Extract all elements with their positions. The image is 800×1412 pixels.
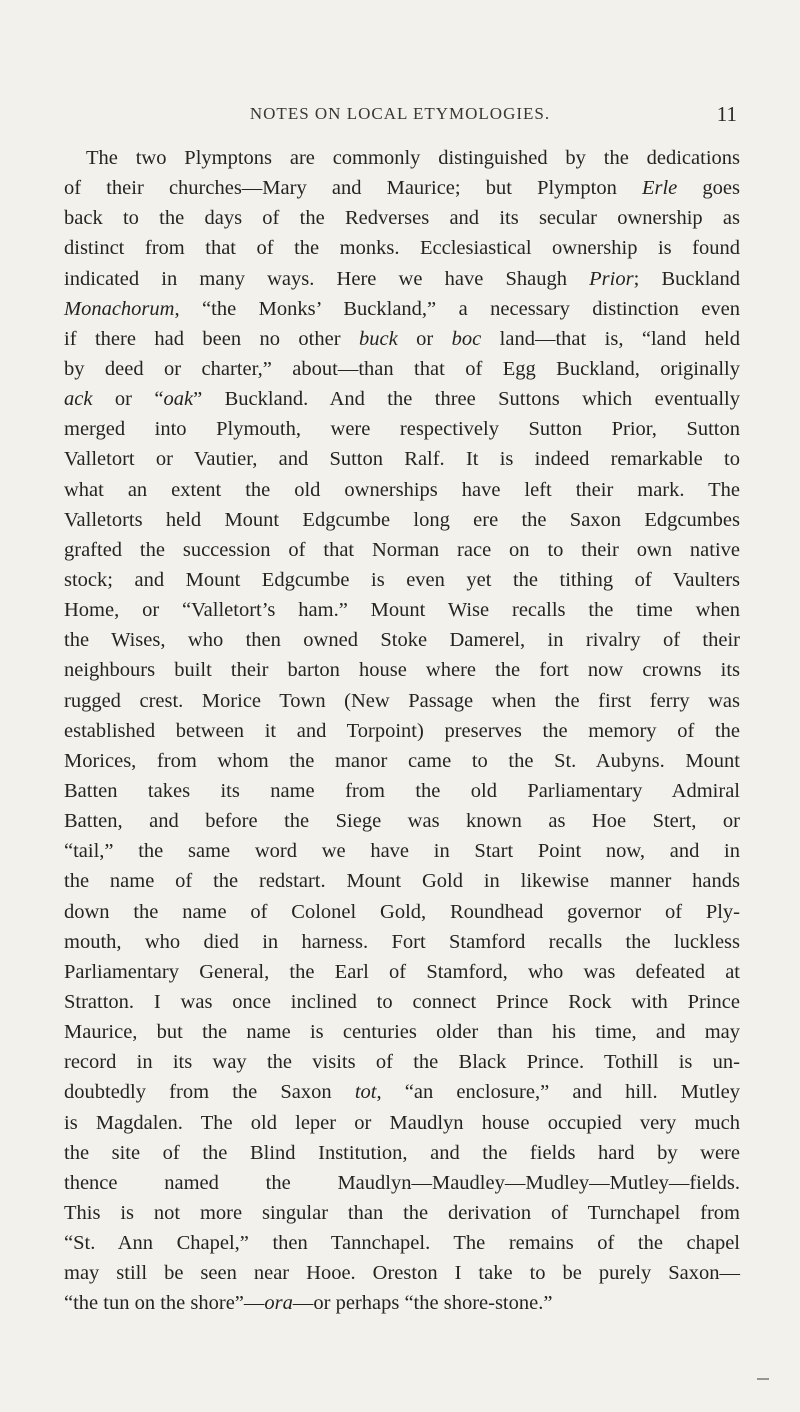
text-run: “tail,” the same word we have in Start Point now, and in bbox=[64, 840, 740, 863]
text-run: This is not more singular than the derivation of Turnchapel from bbox=[64, 1201, 740, 1224]
text-run: is Magdalen. The old leper or Maudlyn house occupied very much bbox=[64, 1111, 740, 1134]
text-run: grafted the succession of that Norman race on to their own native bbox=[64, 538, 740, 561]
page-number: 11 bbox=[716, 102, 737, 126]
text-run: ; Buckland bbox=[633, 267, 741, 290]
text-line bbox=[64, 1047, 740, 1077]
text-run: goes bbox=[677, 177, 740, 200]
text-line bbox=[64, 957, 740, 987]
text-line bbox=[64, 233, 740, 263]
text-line bbox=[64, 866, 740, 896]
text-run: Batten, and before the Siege was known as Hoe Stert, or bbox=[64, 810, 740, 833]
italic-term: oak bbox=[163, 388, 194, 411]
text-line bbox=[64, 294, 740, 324]
italic-term: buck bbox=[359, 327, 398, 350]
text-run: ” Buckland. And the three Suttons which eventually bbox=[193, 388, 740, 411]
text-run: may still be seen near Hooe. Oreston I take to be purely Saxon— bbox=[64, 1262, 740, 1285]
text-run: Valletorts held Mount Edgcumbe long ere the Saxon Edgcumbes bbox=[64, 508, 740, 531]
text-run: The two Plymptons are commonly distinguished by the dedications bbox=[86, 147, 740, 169]
text-line bbox=[64, 595, 740, 625]
text-line bbox=[64, 1077, 740, 1107]
text-run: what an extent the old ownerships have left their mark. The bbox=[64, 478, 740, 501]
text-run: Maurice, but the name is centuries older than his time, and may bbox=[64, 1021, 740, 1044]
body-text bbox=[64, 143, 740, 1318]
text-run: distinct from that of the monks. Ecclesiastical ownership is found bbox=[64, 237, 740, 260]
text-line bbox=[64, 1288, 740, 1318]
italic-term: Monachorum bbox=[64, 297, 175, 320]
text-line bbox=[64, 203, 740, 233]
text-run: Parliamentary General, the Earl of Stamford, who was defeated at bbox=[64, 960, 740, 983]
text-line bbox=[64, 1258, 740, 1288]
text-line bbox=[64, 535, 740, 565]
text-line bbox=[64, 414, 740, 444]
text-line bbox=[64, 475, 740, 505]
italic-term: ora bbox=[264, 1292, 293, 1315]
text-run: back to the days of the Redverses and its secular ownership as bbox=[64, 207, 740, 230]
text-run: the site of the Blind Institution, and the fields hard by were bbox=[64, 1141, 740, 1164]
text-line bbox=[64, 143, 740, 173]
text-line bbox=[64, 1108, 740, 1138]
footer-dash bbox=[757, 1378, 769, 1380]
text-run: or bbox=[397, 327, 452, 350]
text-run: thence named the Maudlyn—Maudley—Mudley—Mutley—fields. bbox=[64, 1171, 740, 1194]
text-line bbox=[64, 444, 740, 474]
text-line bbox=[64, 354, 740, 384]
text-line bbox=[64, 686, 740, 716]
text-run: indicated in many ways. Here we have Shaugh bbox=[64, 267, 590, 290]
text-line bbox=[64, 806, 740, 836]
page-header bbox=[0, 104, 800, 134]
text-run: “St. Ann Chapel,” then Tannchapel. The remains of the chapel bbox=[64, 1232, 740, 1255]
text-run: Batten takes its name from the old Parliamentary Admiral bbox=[64, 779, 740, 802]
text-run: , “an enclosure,” and hill. Mutley bbox=[376, 1081, 740, 1104]
text-run: Morices, from whom the manor came to the St. Aubyns. Mount bbox=[64, 749, 740, 772]
text-run: established between it and Torpoint) preserves the memory of the bbox=[64, 719, 740, 742]
text-run: of their churches—Mary and Maurice; but Plympton bbox=[64, 177, 642, 200]
text-line bbox=[64, 625, 740, 655]
text-run: merged into Plymouth, were respectively Sutton Prior, Sutton bbox=[64, 418, 740, 441]
text-line bbox=[64, 505, 740, 535]
text-run: Stratton. I was once inclined to connect Prince Rock with Prince bbox=[64, 990, 740, 1013]
text-line bbox=[64, 324, 740, 354]
text-run: down the name of Colonel Gold, Roundhead governor of Ply- bbox=[64, 900, 740, 923]
text-run: “the tun on the shore”— bbox=[64, 1292, 265, 1315]
text-run: mouth, who died in harness. Fort Stamford recalls the luckless bbox=[64, 930, 740, 953]
text-run: by deed or charter,” about—than that of Egg Buckland, originally bbox=[64, 357, 740, 380]
text-run: , “the Monks’ Buckland,” a necessary distinction even bbox=[174, 297, 740, 320]
text-run: neighbours built their barton house where the fort now crowns its bbox=[64, 659, 740, 682]
text-line bbox=[64, 836, 740, 866]
text-line bbox=[64, 1228, 740, 1258]
italic-term: Erle bbox=[641, 177, 678, 200]
text-line bbox=[64, 776, 740, 806]
text-line bbox=[64, 716, 740, 746]
text-line bbox=[64, 1198, 740, 1228]
italic-term: ack bbox=[64, 388, 93, 411]
italic-term: boc bbox=[451, 327, 482, 350]
text-line bbox=[64, 264, 740, 294]
italic-term: tot bbox=[354, 1081, 377, 1104]
text-line bbox=[64, 746, 740, 776]
text-run: rugged crest. Morice Town (New Passage when the first ferry was bbox=[64, 689, 740, 712]
text-run: —or perhaps “the shore-stone.” bbox=[292, 1292, 553, 1315]
text-line bbox=[64, 1017, 740, 1047]
text-line bbox=[64, 384, 740, 414]
text-line bbox=[64, 1168, 740, 1198]
text-run: if there had been no other bbox=[64, 327, 359, 350]
text-run: the Wises, who then owned Stoke Damerel, in rivalry of their bbox=[64, 629, 740, 652]
text-line bbox=[64, 897, 740, 927]
italic-term: Prior bbox=[589, 267, 634, 290]
text-line bbox=[64, 655, 740, 685]
text-run: Home, or “Valletort’s ham.” Mount Wise recalls the time when bbox=[64, 599, 740, 622]
text-line bbox=[64, 1138, 740, 1168]
text-run: stock; and Mount Edgcumbe is even yet the tithing of Vaulters bbox=[64, 568, 740, 591]
running-head: NOTES ON LOCAL ETYMOLOGIES. bbox=[249, 104, 551, 123]
text-run: record in its way the visits of the Black Prince. Tothill is un- bbox=[64, 1051, 740, 1074]
text-run: the name of the redstart. Mount Gold in likewise manner hands bbox=[64, 870, 740, 893]
text-run: land—that is, “land held bbox=[481, 327, 740, 350]
text-line bbox=[64, 565, 740, 595]
text-line bbox=[64, 987, 740, 1017]
text-run: or “ bbox=[92, 388, 164, 411]
text-line bbox=[64, 173, 740, 203]
text-run: doubtedly from the Saxon bbox=[64, 1081, 355, 1104]
text-run: Valletort or Vautier, and Sutton Ralf. It is indeed remarkable to bbox=[64, 448, 740, 471]
text-line bbox=[64, 927, 740, 957]
